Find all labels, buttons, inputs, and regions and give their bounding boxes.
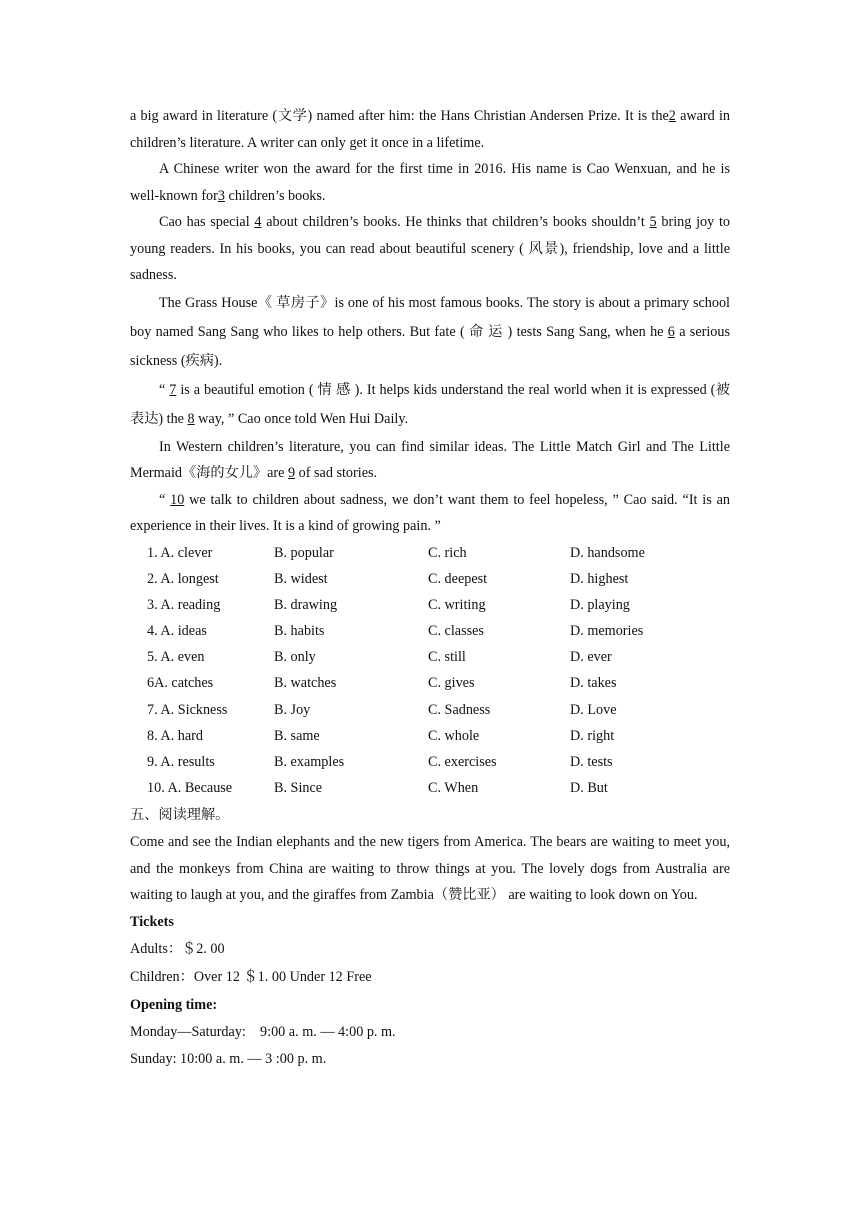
option-row-8 (130, 723, 730, 749)
option-d: D. right (570, 727, 615, 744)
option-c: C. classes (428, 623, 484, 640)
blank-2: 2 (668, 108, 676, 124)
weekday-hours: Monday—Saturday: 9:00 a. m. — 4:00 p. m. (130, 1023, 396, 1040)
options-list (130, 540, 730, 802)
option-b: B. Joy (274, 701, 311, 718)
blank-6: 6 (667, 323, 675, 340)
document-content (130, 103, 730, 1073)
passage-paragraph-1 (130, 103, 730, 156)
children-price: Children：Over 12 ＄1. 00 Under 12 Free (130, 968, 372, 985)
text-run: children’s books. (224, 187, 326, 204)
option-c: C. Sadness (428, 701, 491, 718)
blank-10: 10 (170, 491, 185, 508)
option-b: B. habits (274, 623, 325, 640)
option-d: D. ever (570, 649, 612, 666)
text-run: we talk to children about sadness, we don’t want them to feel hopeless, ” Cao said. “It is an experience in their lives. It is a kind of growing pain. ” (130, 491, 730, 534)
option-d: D. Love (570, 701, 617, 718)
option-a: 7. A. Sickness (147, 701, 228, 718)
option-d: D. highest (570, 570, 629, 587)
option-row-3 (130, 592, 730, 618)
passage-paragraph-7 (130, 487, 730, 540)
text-run: way, ” Cao once told Wen Hui Daily. (194, 410, 409, 427)
option-c: C. writing (428, 596, 486, 613)
option-d: D. tests (570, 754, 613, 770)
option-a: 6A. catches (147, 675, 214, 692)
sunday-hours: Sunday: 10:00 a. m. — 3 :00 p. m. (130, 1050, 327, 1067)
option-row-6 (130, 670, 730, 696)
passage-paragraph-4 (130, 289, 730, 376)
option-a: 3. A. reading (147, 596, 221, 613)
text-run: a serious sickness (疾病). (130, 323, 730, 369)
option-c: C. exercises (428, 754, 497, 770)
option-row-1 (130, 540, 730, 566)
option-b: B. Since (274, 780, 323, 797)
option-a: 1. A. clever (147, 544, 213, 561)
text-run: The Grass House《 草房子》is one of his most famous books. The story is about a primary school boy named Sang Sang who likes to help others. But fate ( 命 运 ) tests Sang Sang, when he (130, 294, 730, 340)
text-run: “ (159, 381, 170, 398)
text-run: a big award in literature (文学) named after him: the Hans Christian Andersen Prize. It is the (130, 108, 669, 124)
text-run: bring joy to young readers. In his books, you can read about beautiful scenery ( 风景), friendship, love and a little sadness. (130, 214, 730, 283)
text-run: about children’s books. He thinks that children’s books shouldn’t (261, 214, 650, 230)
option-b: B. only (274, 649, 316, 666)
blank-5: 5 (649, 214, 657, 230)
text-run: A Chinese writer won the award for the first time in 2016. His name is Cao Wenxuan, and he is well-known for (130, 161, 730, 204)
option-d: D. playing (570, 596, 630, 613)
option-b: B. popular (274, 544, 334, 561)
adults-price: Adults：＄2. 00 (130, 940, 225, 957)
reading-intro: Come and see the Indian elephants and the new tigers from America. The bears are waiting to meet you, and the monkeys from China are waiting to throw things at you. The lovely dogs from Australia are waiting to laugh at you, and the giraffes from Zambia（赞比亚） are waiting to look down on You. (130, 834, 730, 904)
option-row-5 (130, 644, 730, 670)
option-b: B. same (274, 727, 320, 744)
text-run: is a beautiful emotion ( 情 感 ). It helps kids understand the real world when it is expressed (被表达) the (130, 381, 730, 427)
option-a: 2. A. longest (147, 570, 219, 587)
passage-paragraph-2 (130, 156, 730, 209)
option-b: B. widest (274, 570, 328, 587)
option-b: B. watches (274, 675, 337, 692)
option-c: C. rich (428, 544, 467, 561)
option-a: 10. A. Because (147, 780, 233, 797)
passage-paragraph-6 (130, 434, 730, 487)
option-row-4 (130, 618, 730, 644)
option-c: C. whole (428, 727, 480, 744)
text-run: “ (159, 491, 171, 508)
option-c: C. still (428, 649, 466, 666)
passage-paragraph-3 (130, 209, 730, 289)
option-d: D. takes (570, 675, 617, 692)
text-run: In Western children’s literature, you can find similar ideas. The Little Match Girl and The Little Mermaid《海的女儿》are (130, 438, 730, 481)
blank-7: 7 (169, 381, 177, 398)
text-run: award in children’s literature. A writer can only get it once in a lifetime. (130, 108, 730, 151)
option-a: 9. A. results (147, 754, 215, 770)
blank-3: 3 (217, 187, 225, 204)
blank-8: 8 (187, 410, 195, 427)
option-c: C. gives (428, 675, 475, 692)
opening-time-heading: Opening time: (130, 996, 218, 1013)
option-d: D. But (570, 780, 608, 797)
blank-4: 4 (254, 214, 262, 230)
option-d: D. memories (570, 623, 644, 640)
option-b: B. drawing (274, 596, 338, 613)
option-c: C. deepest (428, 570, 488, 587)
blank-9: 9 (288, 465, 296, 481)
option-row-10 (130, 775, 730, 801)
passage-paragraph-5 (130, 376, 730, 434)
option-a: 4. A. ideas (147, 623, 207, 640)
option-b: B. examples (274, 754, 345, 770)
option-c: C. When (428, 780, 479, 797)
section-title: 五、阅读理解。 (130, 807, 230, 824)
tickets-heading: Tickets (130, 913, 174, 930)
text-run: of sad stories. (295, 465, 378, 481)
option-row-7 (130, 697, 730, 723)
option-row-9 (130, 749, 730, 775)
option-a: 8. A. hard (147, 727, 203, 744)
text-run: Cao has special (159, 214, 255, 230)
option-a: 5. A. even (147, 649, 205, 666)
option-row-2 (130, 566, 730, 592)
option-d: D. handsome (570, 544, 645, 561)
